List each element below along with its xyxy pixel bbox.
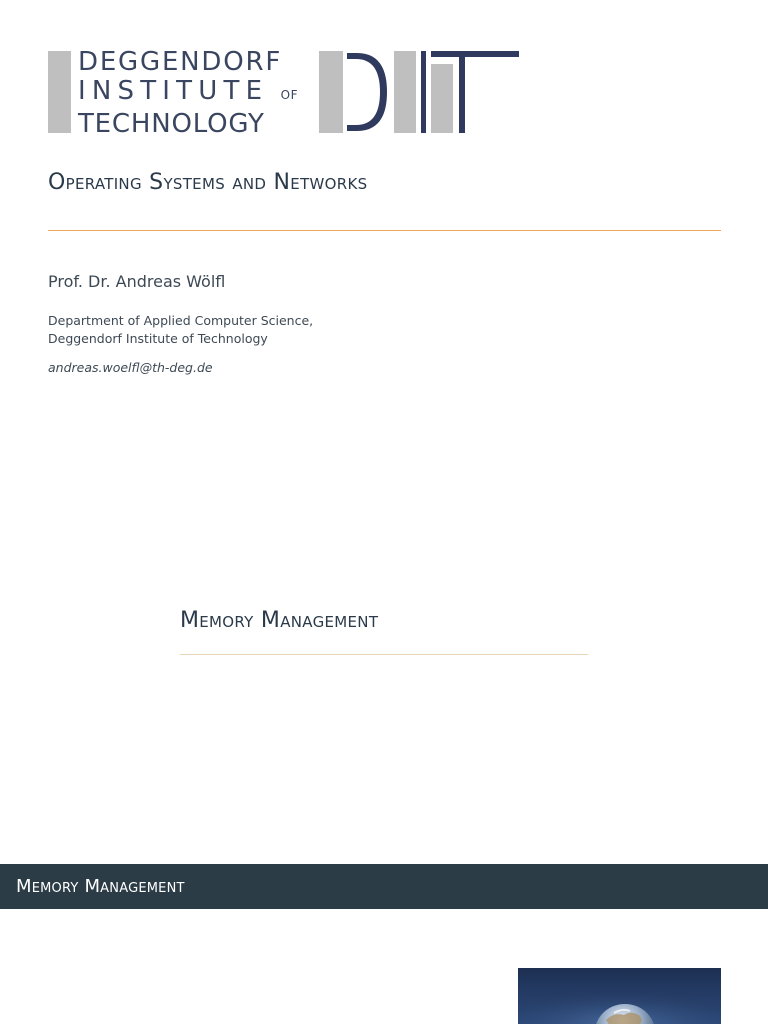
author-department [48, 312, 313, 348]
logo-left-bar [48, 51, 71, 133]
logo-line-deggendorf: DEGGENDORF [78, 47, 283, 77]
logo-institute-text: INSTITUTE [78, 76, 269, 106]
logo-wordmark [78, 48, 318, 139]
earth-graphic [518, 968, 721, 1024]
logo-of-text: OF [280, 88, 299, 102]
section-divider [180, 654, 588, 655]
course-title: Operating Systems and Networks [48, 170, 368, 195]
department-line-2: Deggendorf Institute of Technology [48, 331, 268, 346]
earth-image [518, 968, 721, 1024]
author-name: Prof. Dr. Andreas Wölfl [48, 272, 226, 291]
logo-line-institute [78, 77, 318, 110]
logo-dit-mark [319, 50, 519, 134]
dit-logo [48, 47, 520, 139]
logo-line-technology: TECHNOLOGY [78, 109, 265, 139]
section-title: Memory Management [180, 608, 379, 633]
frame-title: Memory Management [16, 876, 185, 897]
frame-header-bar [0, 864, 768, 909]
department-line-1: Department of Applied Computer Science, [48, 313, 314, 328]
author-email: andreas.woelfl@th-deg.de [48, 360, 213, 375]
title-divider [48, 230, 721, 231]
